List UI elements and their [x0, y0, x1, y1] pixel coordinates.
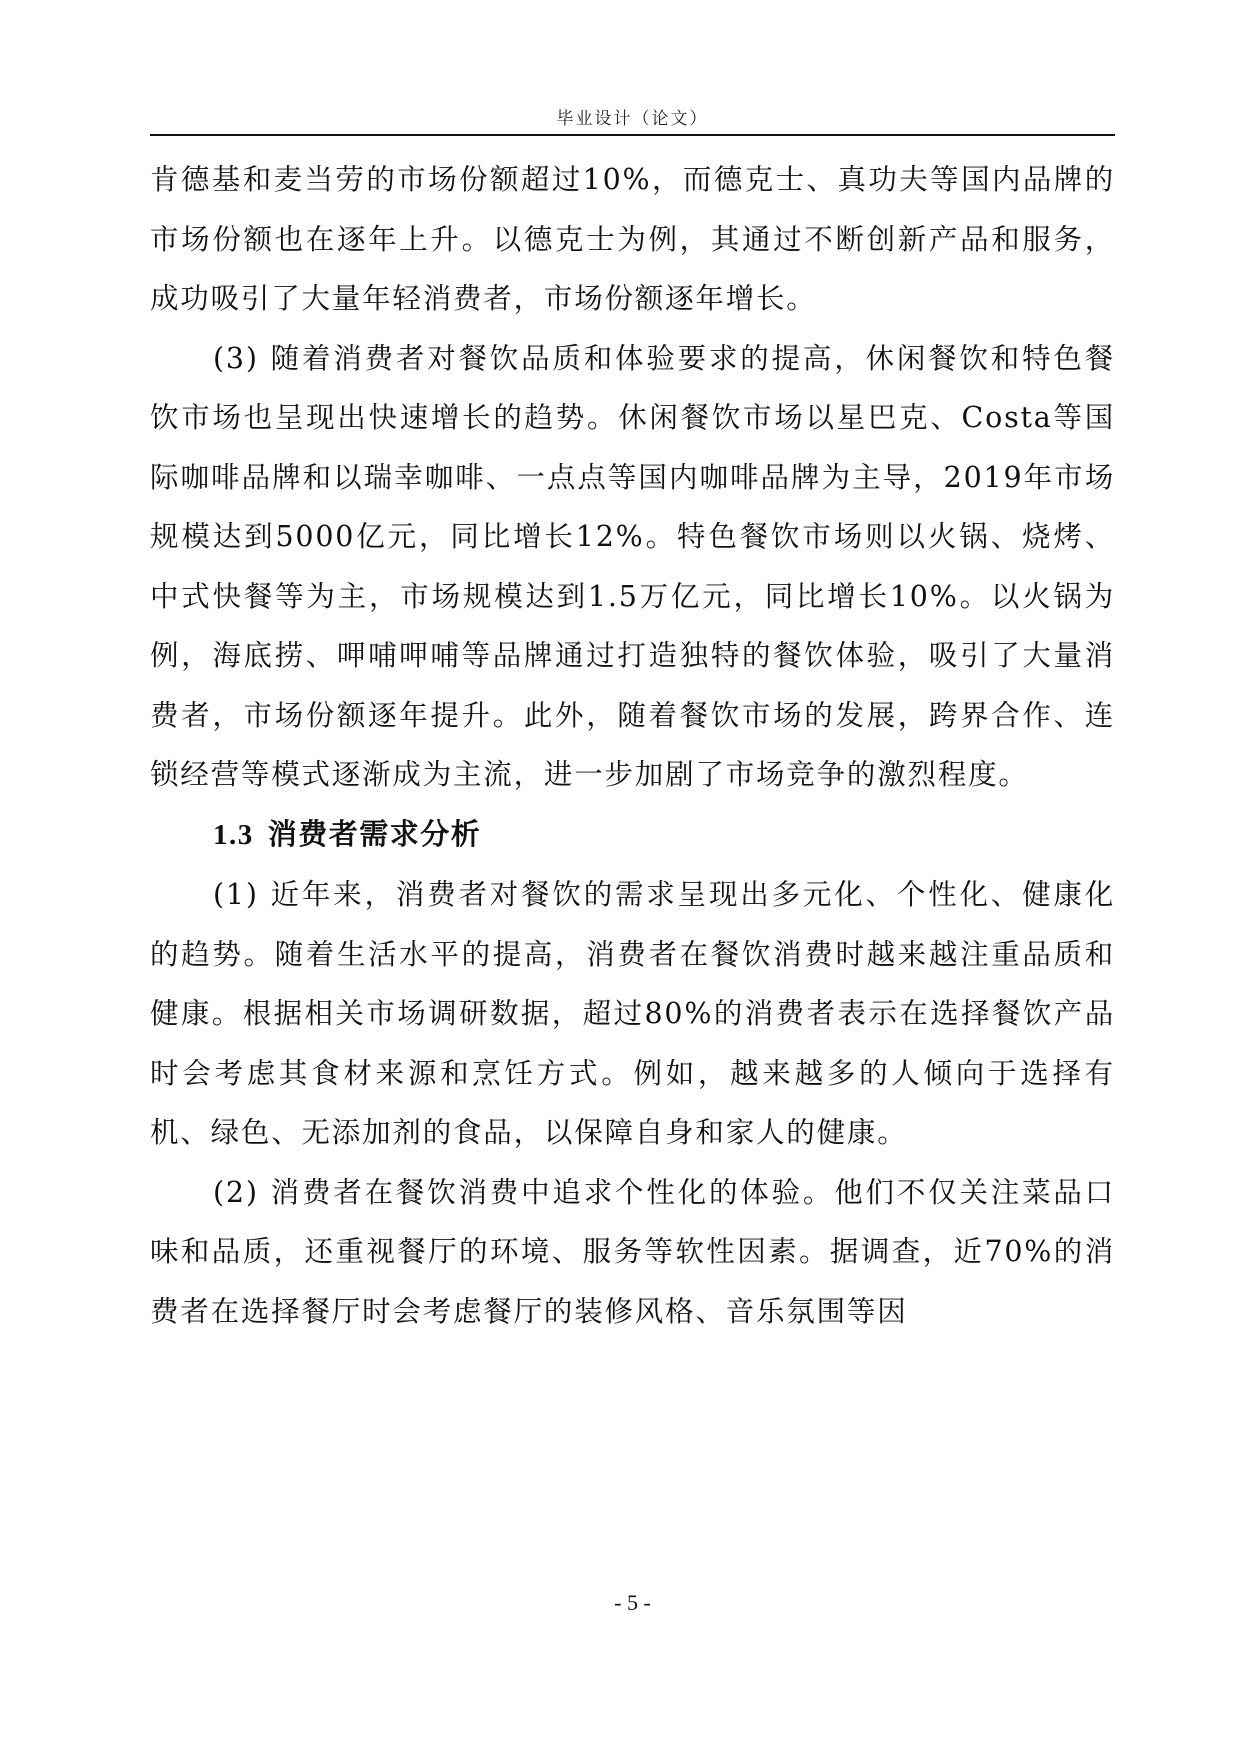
paragraph-continuation: 肯德基和麦当劳的市场份额超过10%，而德克士、真功夫等国内品牌的市场份额也在逐年上升。以德克士为例，其通过不断创新产品和服务，成功吸引了大量年轻消费者，市场份额逐年增长。 [150, 163, 1115, 315]
paragraph-item-3: (3) 随着消费者对餐饮品质和体验要求的提高，休闲餐饮和特色餐饮市场也呈现出快速增长的趋势。休闲餐饮市场以星巴克、Costa等国际咖啡品牌和以瑞幸咖啡、一点点等国内咖啡品牌为主导，2019年市场规模达到5000亿元，同比增长12%。特色餐饮市场则以火锅、烧烤、中式快餐等为主，市场规模达到1.5万亿元，同比增长10%。以火锅为例，海底捞、呷哺呷哺等品牌通过打造独特的餐饮体验，吸引了大量消费者，市场份额逐年提升。此外，随着餐饮市场的发展，跨界合作、连锁经营等模式逐渐成为主流，进一步加剧了市场竞争的激烈程度。 [150, 341, 1115, 791]
body-text [150, 150, 1115, 1341]
paragraph-item-1: (1) 近年来，消费者对餐饮的需求呈现出多元化、个性化、健康化的趋势。随着生活水平的提高，消费者在餐饮消费时越来越注重品质和健康。根据相关市场调研数据，超过80%的消费者表示在选择餐饮产品时会考虑其食材来源和烹饪方式。例如，越来越多的人倾向于选择有机、绿色、无添加剂的食品，以保障自身和家人的健康。 [150, 878, 1115, 1149]
section-title: 消费者需求分析 [267, 816, 482, 851]
running-header: 毕业设计（论文） [556, 109, 709, 129]
section-heading [150, 805, 1115, 866]
section-number: 1.3 [213, 818, 254, 851]
paragraph-item-2: (2) 消费者在餐饮消费中追求个性化的体验。他们不仅关注菜品口味和品质，还重视餐厅的环境、服务等软性因素。据调查，近70%的消费者在选择餐厅时会考虑餐厅的装修风格、音乐氛围等因 [150, 1175, 1115, 1328]
header-rule [150, 134, 1115, 136]
page-number: - 5 - [614, 1590, 651, 1615]
